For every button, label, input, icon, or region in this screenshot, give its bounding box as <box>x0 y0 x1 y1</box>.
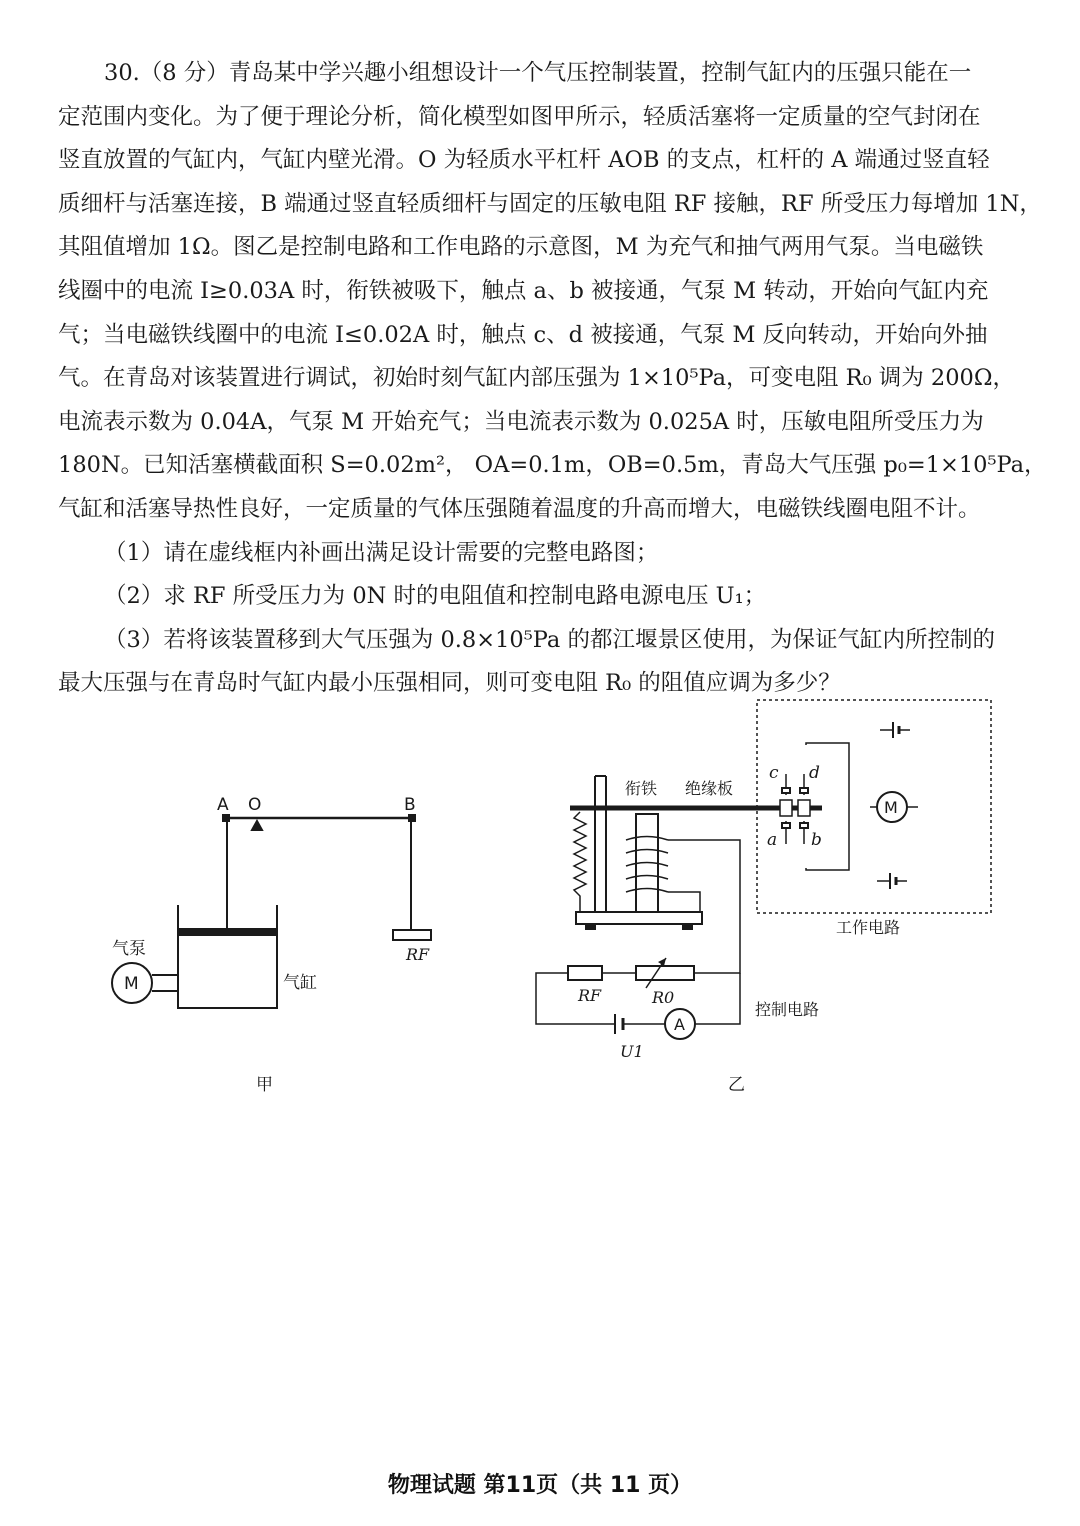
question-line: 其阻值增加 1Ω。图乙是控制电路和工作电路的示意图，M 为充气和抽气两用气泵。当电磁铁 <box>58 234 984 261</box>
label-b: B <box>404 795 416 815</box>
cylinder-label: 气缸 <box>283 973 317 993</box>
question-line: 竖直放置的气缸内，气缸内壁光滑。O 为轻质水平杠杆 AOB 的支点，杠杆的 A 端通过竖直轻 <box>58 147 990 174</box>
contact-b-label: b <box>811 830 822 850</box>
rf-label-a: RF <box>406 945 430 964</box>
figure-b <box>536 700 991 1039</box>
base-foot-left <box>586 924 595 929</box>
coil-lead-right <box>668 840 740 973</box>
sub-question-3-cont: 最大压强与在青岛时气缸内最小压强相同，则可变电阻 R₀ 的阻值应调为多少？ <box>58 670 841 697</box>
working-motor-symbol: M <box>884 798 898 817</box>
contact-b <box>800 823 808 828</box>
coil-lead-base <box>668 892 700 912</box>
question-line: 180N。已知活塞横截面积 S=0.02m²， OA=0.1m，OB=0.5m，青岛大气压强 p₀=1×10⁵Pa， <box>58 452 1047 479</box>
pump-motor-symbol: M <box>124 974 139 994</box>
caption-b: 乙 <box>728 1075 745 1095</box>
sub-question-3: （3）若将该装置移到大气压强为 0.8×10⁵Pa 的都江堰景区使用，为保证气缸内所控制的 <box>104 626 995 653</box>
question-line: 气。在青岛对该装置进行调试，初始时刻气缸内部压强为 1×10⁵Pa，可变电阻 R₀ 调为 200Ω， <box>58 365 1016 392</box>
variable-resistor-r0 <box>636 966 694 980</box>
ammeter-symbol: A <box>674 1015 685 1034</box>
r0-label: R0 <box>652 988 675 1007</box>
piston <box>179 928 276 936</box>
spring <box>574 812 586 912</box>
pressure-resistor-rf <box>393 930 431 940</box>
base-plate <box>576 912 702 924</box>
working-circuit-label: 工作电路 <box>836 918 901 937</box>
figure-a <box>112 815 431 1008</box>
contact-c <box>782 788 790 793</box>
contact-a <box>782 823 790 828</box>
wire-ammeter-return <box>695 973 740 1024</box>
sub-question-2: （2）求 RF 所受压力为 0N 时的电阻值和控制电路电源电压 U₁； <box>104 583 767 610</box>
question-text <box>58 52 1047 706</box>
pump-label: 气泵 <box>112 939 146 959</box>
moving-contact-right <box>798 800 810 816</box>
question-line: 30.（8 分）青岛某中学兴趣小组想设计一个气压控制装置，控制气缸内的压强只能在一 <box>104 60 972 86</box>
question-line: 定范围内变化。为了便于理论分析，简化模型如图甲所示，轻质活塞将一定质量的空气封闭在 <box>58 103 981 130</box>
question-line: 气；当电磁铁线圈中的电流 I≤0.02A 时，触点 c、d 被接通，气泵 M 反向转动，开始向外抽 <box>58 321 988 348</box>
caption-a: 甲 <box>256 1075 273 1095</box>
contact-a-label: a <box>767 830 778 850</box>
source-label: U1 <box>620 1042 644 1061</box>
fulcrum-o <box>252 821 262 830</box>
question-line: 气缸和活塞导热性良好，一定质量的气体压强随着温度的升高而增大，电磁铁线圈电阻不计。 <box>58 495 981 522</box>
base-foot-right <box>683 924 692 929</box>
armature-label: 衔铁 <box>625 779 658 798</box>
contact-d <box>800 788 808 793</box>
sub-question-1: （1）请在虚线框内补画出满足设计需要的完整电路图； <box>104 539 659 566</box>
page-footer: 物理试题 第11页（共 11 页） <box>387 1473 693 1498</box>
question-line: 电流表示数为 0.04A，气泵 M 开始充气；当电流表示数为 0.025A 时，压敏电阻所受压力为 <box>58 408 984 435</box>
moving-contact-left <box>780 800 792 816</box>
label-o: O <box>248 795 262 815</box>
control-circuit-label: 控制电路 <box>755 1000 820 1019</box>
contact-c-label: c <box>769 763 779 783</box>
figures <box>0 690 1080 1110</box>
insulator-label: 绝缘板 <box>685 779 734 798</box>
label-a: A <box>217 795 229 815</box>
rf-label-b: RF <box>578 986 602 1005</box>
question-line: 质细杆与活塞连接，B 端通过竖直轻质细杆与固定的压敏电阻 RF 接触，RF 所受压力每增加 1N， <box>58 190 1042 217</box>
question-line: 线圈中的电流 I≥0.03A 时，衔铁被吸下，触点 a、b 被接通，气泵 M 转动，开始向气缸内充 <box>58 277 989 304</box>
resistor-rf <box>568 966 602 980</box>
contact-d-label: d <box>809 763 820 783</box>
